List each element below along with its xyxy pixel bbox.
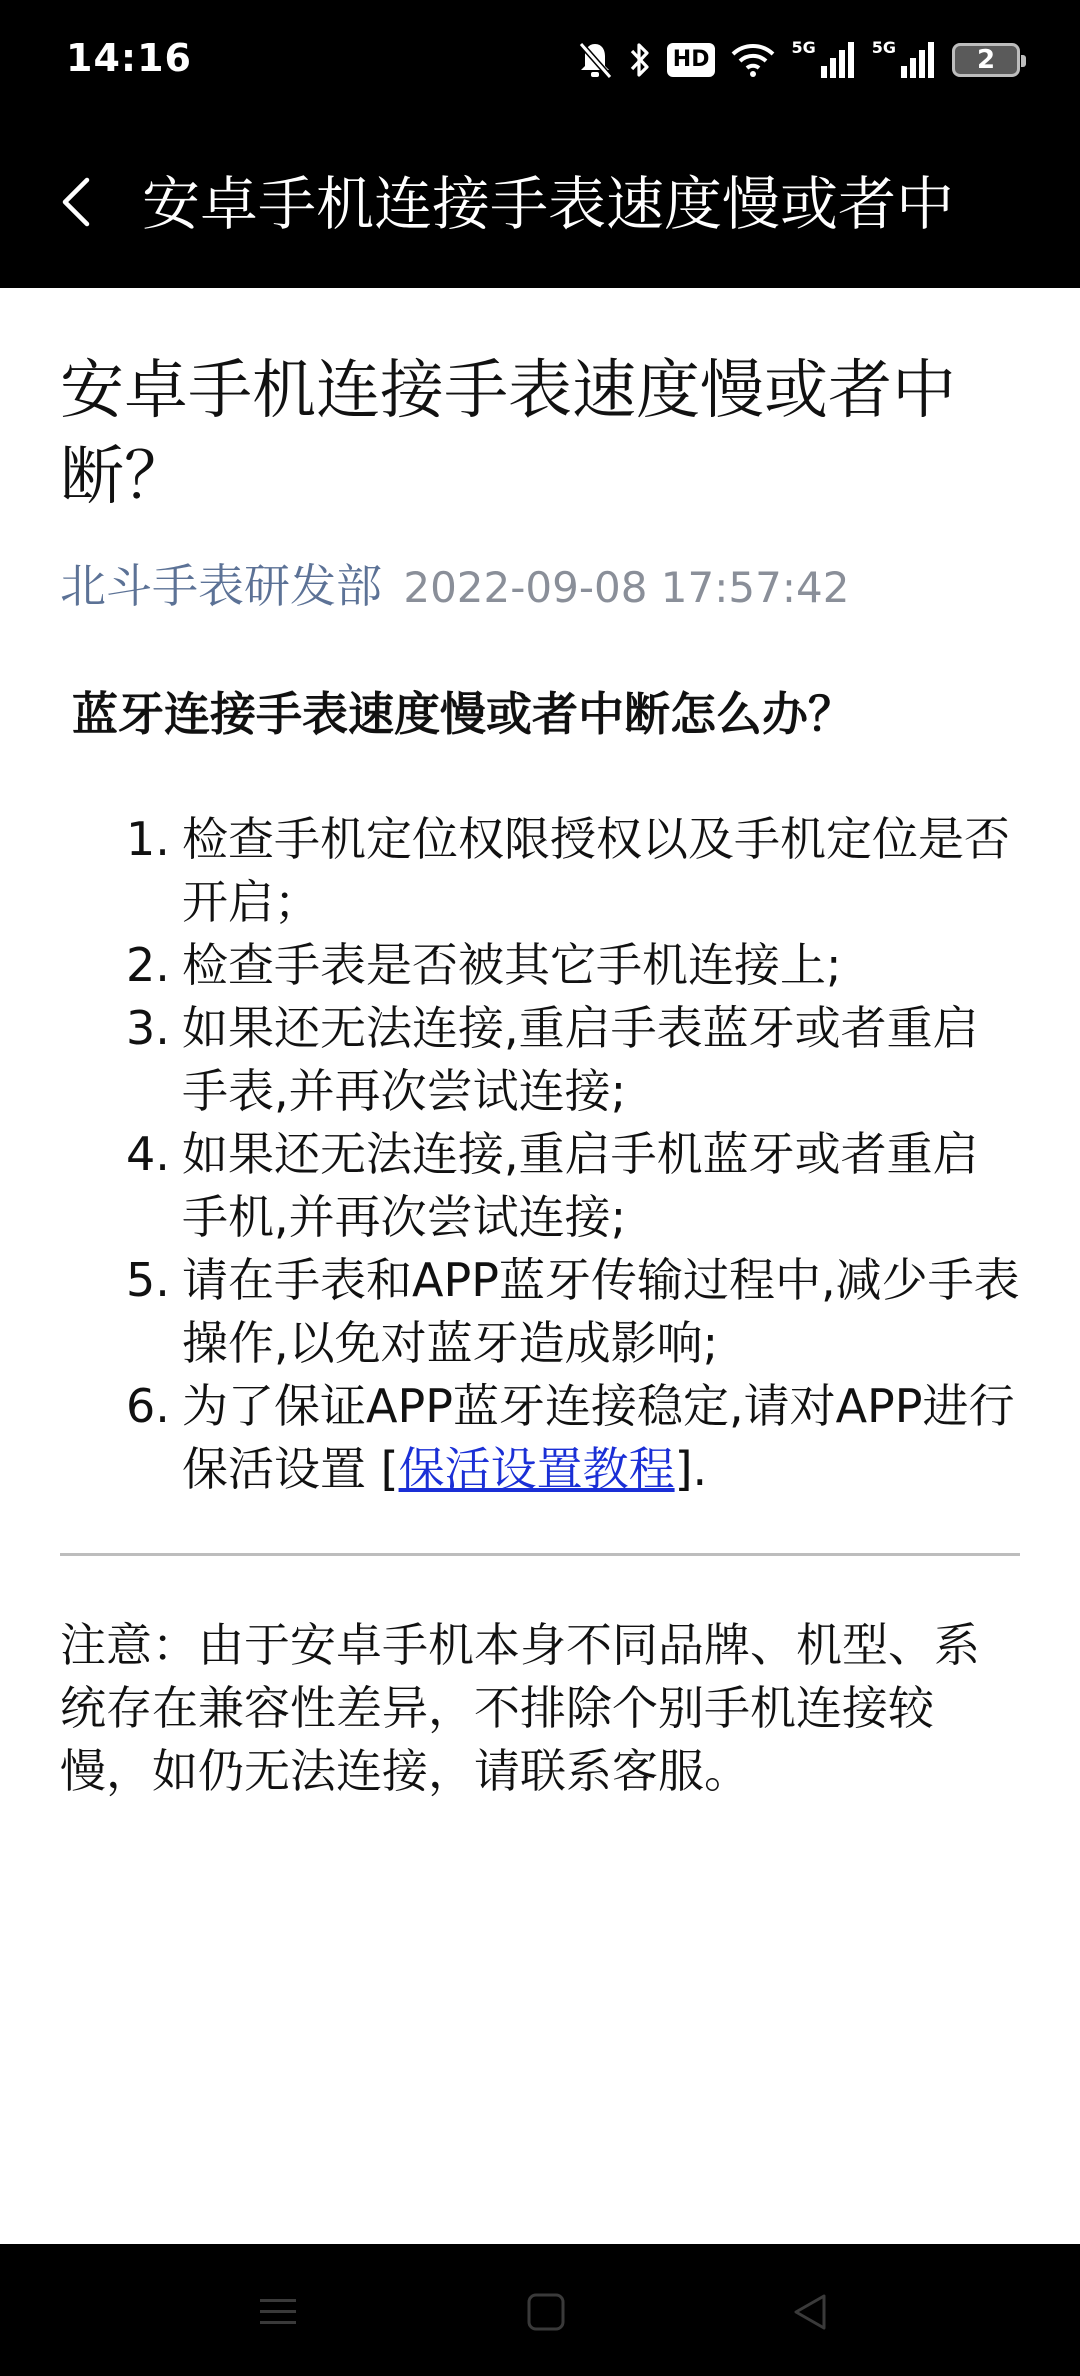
list-item: [60, 1375, 1020, 1501]
bell-muted-icon: [577, 40, 613, 80]
bluetooth-icon: [629, 40, 651, 80]
keepalive-tutorial-link[interactable]: 保活设置教程: [398, 1442, 675, 1496]
home-button[interactable]: [518, 2284, 574, 2340]
battery-level: 2: [976, 45, 996, 75]
back-triangle-icon: [790, 2292, 830, 2332]
signal-icon: [820, 42, 856, 78]
system-nav-bar: [0, 2244, 1080, 2376]
list-number: 4.: [126, 1127, 170, 1181]
battery-icon: [952, 43, 1020, 77]
status-time: 14:16: [66, 36, 192, 80]
home-icon: [526, 2292, 566, 2332]
author-link[interactable]: 北斗手表研发部: [60, 559, 382, 613]
signal-icon-2: [900, 42, 936, 78]
network-type-2: 5G: [871, 38, 896, 57]
publish-date: 2022-09-08 17:57:42: [403, 563, 850, 612]
article-meta: [60, 558, 1020, 616]
list-number: 2.: [126, 938, 170, 992]
list-text-suffix: ].: [674, 1442, 708, 1496]
chevron-left-icon: [59, 176, 93, 228]
steps-list: [60, 808, 1020, 1501]
list-item: [60, 808, 1020, 934]
article-content: [0, 288, 1080, 1803]
list-item: [60, 934, 1020, 997]
status-bar: [0, 0, 1080, 120]
wifi-icon: [731, 42, 775, 78]
back-button[interactable]: [44, 170, 108, 234]
list-number: 6.: [126, 1379, 170, 1433]
menu-icon: [258, 2294, 298, 2330]
hd-voice-badge: HD: [667, 43, 716, 77]
list-text: 为了保证APP蓝牙连接稳定,请对APP进行保活设置 [: [182, 1379, 1015, 1496]
list-text: 如果还无法连接,重启手表蓝牙或者重启手表,并再次尝试连接;: [182, 1001, 979, 1118]
system-back-button[interactable]: [782, 2284, 838, 2340]
article-title: 安卓手机连接手表速度慢或者中断？: [60, 354, 956, 514]
list-item: [60, 1123, 1020, 1249]
network-type-1: 5G: [791, 38, 816, 57]
recent-apps-button[interactable]: [250, 2284, 306, 2340]
status-icons: [577, 38, 1020, 82]
list-text: 请在手表和APP蓝牙传输过程中,减少手表操作,以免对蓝牙造成影响;: [182, 1253, 1020, 1370]
list-number: 1.: [126, 812, 170, 866]
list-number: 5.: [126, 1253, 170, 1307]
app-header: [0, 120, 1080, 288]
list-text: 检查手机定位权限授权以及手机定位是否开启；: [182, 812, 1010, 929]
list-text: 检查手表是否被其它手机连接上;: [182, 938, 842, 992]
header-title: 安卓手机连接手表速度慢或者中: [142, 172, 955, 236]
notice-text: 注意：由于安卓手机本身不同品牌、机型、系统存在兼容性差异，不排除个别手机连接较慢，如仍无法连接，请联系客服。: [60, 1618, 980, 1798]
list-text: 如果还无法连接,重启手机蓝牙或者重启手机,并再次尝试连接;: [182, 1127, 979, 1244]
list-number: 3.: [126, 1001, 170, 1055]
list-item: [60, 997, 1020, 1123]
divider: [60, 1553, 1020, 1556]
list-item: [60, 1249, 1020, 1375]
section-heading: 蓝牙连接手表速度慢或者中断怎么办？: [72, 687, 854, 741]
